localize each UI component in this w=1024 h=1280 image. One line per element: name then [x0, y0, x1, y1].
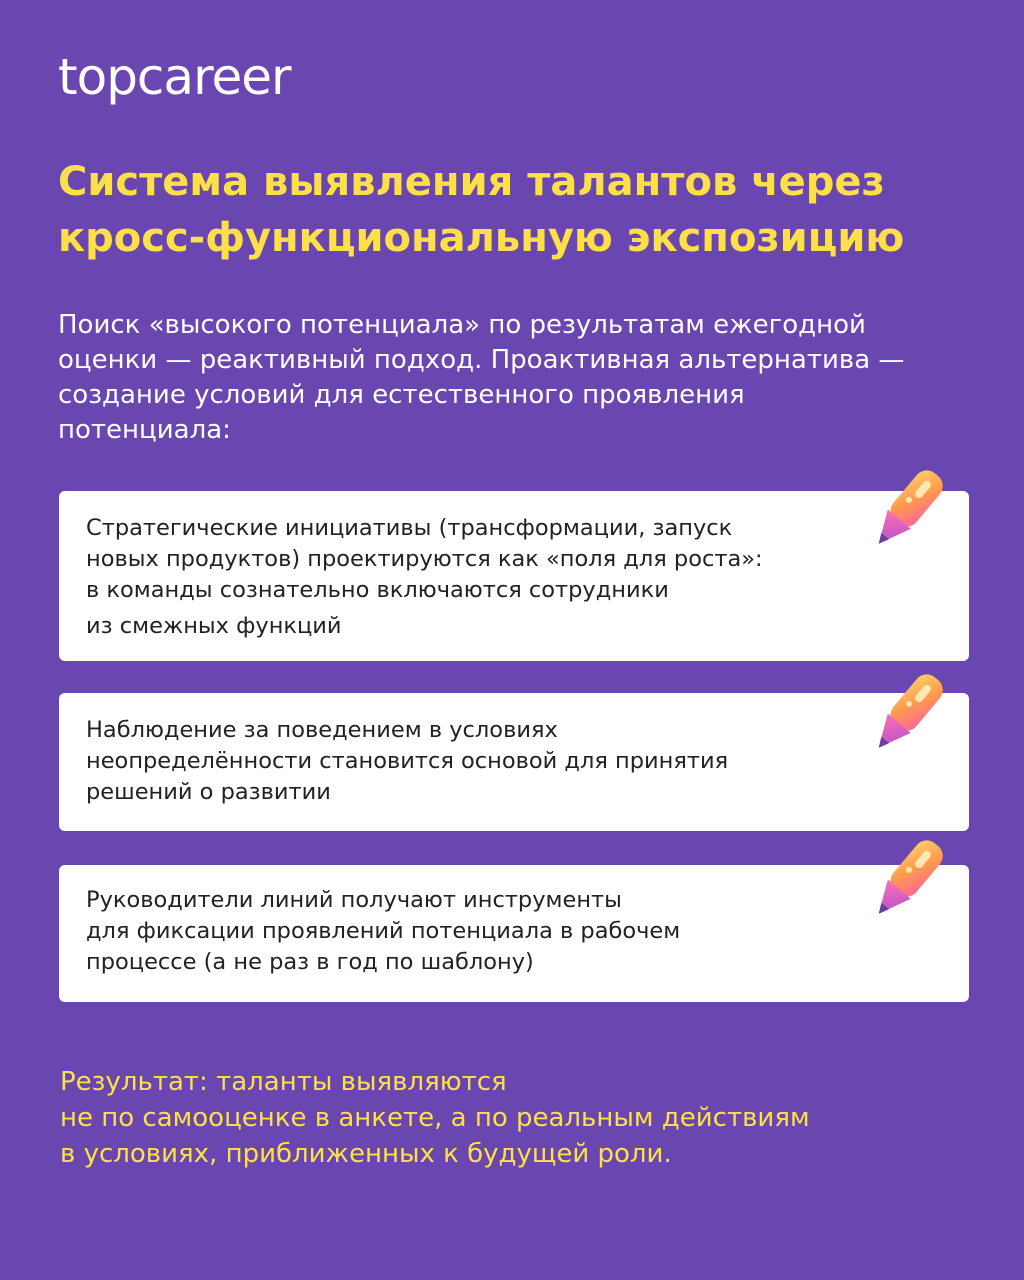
pencil-icon — [862, 460, 952, 560]
card-line: Стратегические инициативы (трансформации, запуск — [86, 515, 733, 541]
brand-logo: topcareer — [58, 48, 291, 106]
title-line: Система выявления талантов через — [58, 159, 885, 205]
card-line: новых продуктов) проектируются как «поля для роста»: — [86, 546, 763, 572]
card-line: процессе (а не раз в год по шаблону) — [86, 949, 534, 975]
intro-line: Поиск «высокого потенциала» по результатам ежегодной — [58, 310, 866, 340]
info-card-1 — [59, 491, 969, 661]
pencil-icon — [862, 830, 952, 930]
pencil-icon — [862, 664, 952, 764]
intro-line: оценки — реактивный подход. Проактивная альтернатива — — [58, 345, 905, 375]
result-summary — [60, 1064, 1000, 1172]
card-line: для фиксации проявлений потенциала в рабочем — [86, 918, 681, 944]
intro-paragraph — [58, 308, 998, 448]
result-line: не по самооценке в анкете, а по реальным действиям — [60, 1103, 810, 1133]
info-card-3 — [59, 865, 969, 1002]
card-text — [86, 513, 763, 642]
title-line: кросс-функциональную экспозицию — [58, 215, 905, 261]
page-title — [58, 154, 998, 266]
result-line: в условиях, приближенных к будущей роли. — [60, 1139, 672, 1169]
intro-line: потенциала: — [58, 415, 231, 445]
card-line: решений о развитии — [86, 779, 331, 805]
card-text — [86, 715, 728, 808]
card-line: из смежных функций — [86, 613, 342, 639]
card-line: Наблюдение за поведением в условиях — [86, 717, 558, 743]
result-line: Результат: таланты выявляются — [60, 1067, 507, 1097]
intro-line: создание условий для естественного проявления — [58, 380, 745, 410]
info-card-2 — [59, 693, 969, 831]
card-text — [86, 885, 680, 978]
card-line: Руководители линий получают инструменты — [86, 887, 622, 913]
card-line: неопределённости становится основой для принятия — [86, 748, 729, 774]
card-line: в команды сознательно включаются сотрудники — [86, 577, 669, 603]
